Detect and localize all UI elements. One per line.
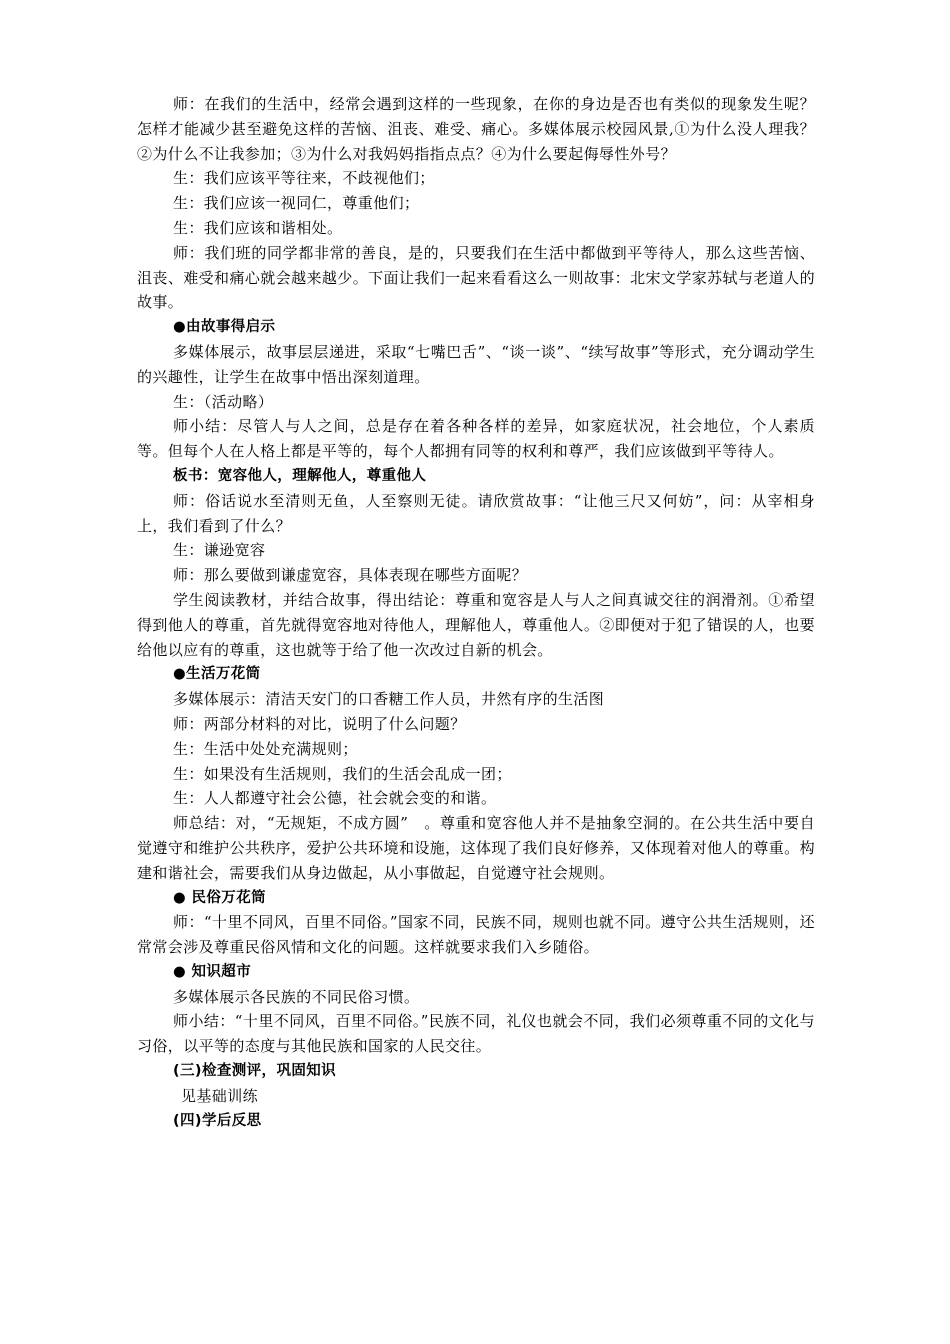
section-heading: (四)学后反思 [173, 1112, 262, 1129]
paragraph: 多媒体展示各民族的不同民俗习惯。 [173, 987, 420, 1006]
paragraph: 师：在我们的生活中，经常会遇到这样的一些现象，在你的身边是否也有类似的现象发生呢？怎样才能减少甚至避免这样的苦恼、沮丧、难受、痛心。多媒体展示校园风景,①为什么没人理我？②为什么不让我参加；③为什么对我妈妈指指点点？④为什么要起侮辱性外号？ [137, 95, 815, 163]
section-heading: ● 知识超市 [173, 963, 252, 980]
section-heading: ●生活万花筒 [173, 666, 261, 683]
section-heading: 板书：宽容他人，理解他人，尊重他人 [173, 467, 427, 484]
paragraph: 生：人人都遵守社会公德，社会就会变的和谐。 [173, 789, 497, 808]
section-heading: (三)检查测评，巩固知识 [173, 1063, 337, 1080]
paragraph: 多媒体展示，故事层层递进，采取“七嘴巴舌”、“谈一谈”、“续写故事”等形式，充分调动学生的兴趣性，让学生在故事中悟出深刻道理。 [137, 342, 815, 386]
paragraph: 生：如果没有生活规则，我们的生活会乱成一团； [173, 764, 512, 783]
paragraph: 师：两部分材料的对比，说明了什么问题？ [173, 714, 466, 733]
paragraph: 师小结：尽管人与人之间，总是存在着各种各样的差异，如家庭状况，社会地位，个人素质等。但每个人在人格上都是平等的，每个人都拥有同等的权利和尊严，我们应该做到平等待人。 [137, 417, 815, 461]
paragraph: 师：“十里不同风，百里不同俗。”国家不同，民族不同，规则也就不同。遵守公共生活规则，还常常会涉及尊重民俗风情和文化的问题。这样就要求我们入乡随俗。 [137, 913, 815, 957]
paragraph: 生：我们应该一视同仁，尊重他们； [173, 194, 420, 213]
paragraph: 师：那么要做到谦虚宽容，具体表现在哪些方面呢？ [173, 566, 528, 585]
paragraph: 生：谦逊宽容 [173, 541, 266, 560]
document-body [137, 92, 815, 1133]
section-heading: ● 民俗万花筒 [173, 889, 266, 906]
paragraph: 生：（活动略） [173, 392, 274, 411]
paragraph: 师：我们班的同学都非常的善良，是的，只要我们在生活中都做到平等待人，那么这些苦恼、沮丧、难受和痛心就会越来越少。下面让我们一起来看看这么一则故事：北宋文学家苏轼与老道人的故事。 [137, 243, 815, 312]
section-heading: ●由故事得启示 [173, 319, 276, 336]
paragraph: 师：俗话说水至清则无鱼，人至察则无徒。请欣赏故事：“让他三尺又何妨”，问：从宰相身上，我们看到了什么？ [137, 491, 815, 535]
paragraph: 生：生活中处处充满规则； [173, 739, 358, 758]
paragraph: 生：我们应该平等往来，不歧视他们； [173, 169, 435, 188]
paragraph: 多媒体展示：清洁天安门的口香糖工作人员，井然有序的生活图 [173, 690, 605, 709]
paragraph: 师总结：对，“无规矩，不成方圆” 。尊重和宽容他人并不是抽象空洞的。在公共生活中要自觉遵守和维护公共秩序，爱护公共环境和设施，这体现了我们良好修养，又体现着对他人的尊重。构建和谐社会，需要我们从身边做起，从小事做起，自觉遵守社会规则。 [137, 814, 815, 882]
paragraph: 生：我们应该和谐相处。 [173, 218, 343, 237]
paragraph: 师小结：“十里不同风，百里不同俗。”民族不同，礼仪也就会不同，我们必须尊重不同的文化与习俗，以平等的态度与其他民族和国家的人民交往。 [137, 1012, 815, 1056]
paragraph: 学生阅读教材，并结合故事，得出结论：尊重和宽容是人与人之间真诚交往的润滑剂。①希望得到他人的尊重，首先就得宽容地对待他人，理解他人，尊重他人。②即便对于犯了错误的人，也要给他以应有的尊重，这也就等于给了他一次改过自新的机会。 [137, 590, 815, 659]
paragraph: 见基础训练 [181, 1086, 259, 1105]
